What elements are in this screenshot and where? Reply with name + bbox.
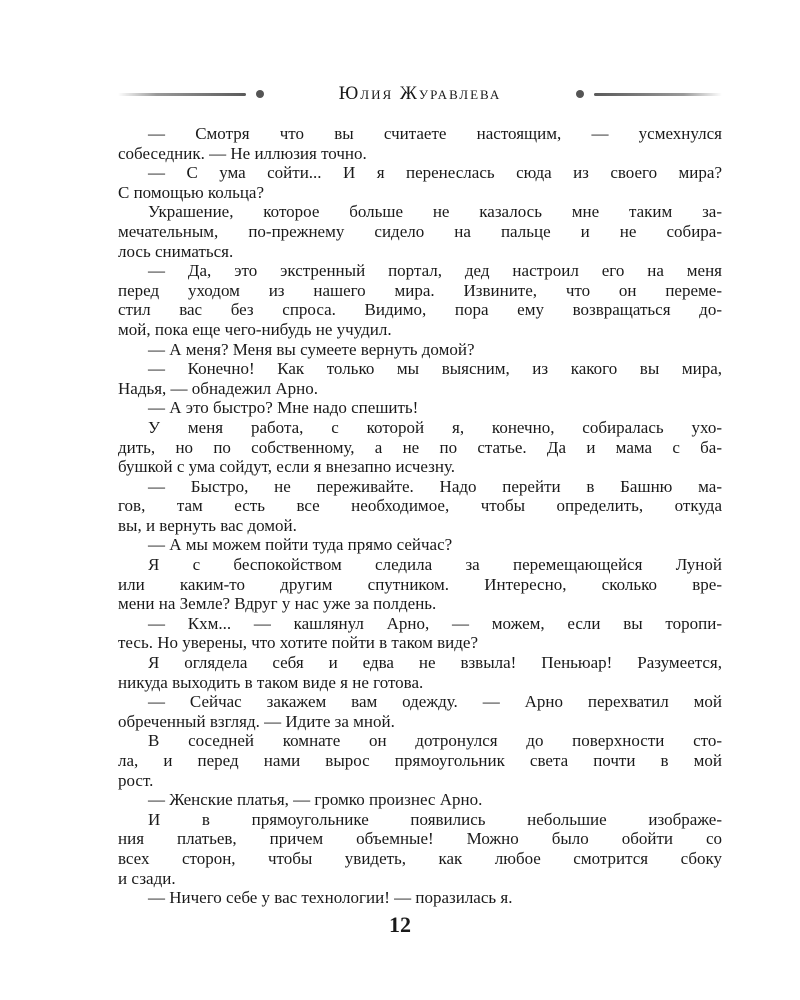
- text-line: Украшение, которое больше не казалось мне таким за-: [148, 202, 722, 222]
- text-line: всех сторон, чтобы увидеть, как любое смотрится сбоку: [118, 848, 722, 868]
- text-line: — А это быстро? Мне надо спешить!: [148, 398, 419, 418]
- text-line: — А мы можем пойти туда прямо сейчас?: [148, 535, 453, 555]
- header-ornament-dot-right: [576, 90, 584, 98]
- text-line: и сзади.: [118, 868, 176, 888]
- running-head: [118, 80, 722, 108]
- running-head-author: Юлия Журавлева: [338, 83, 502, 104]
- text-line: — Кхм... — кашлянул Арно, — можем, если вы торопи-: [148, 613, 722, 633]
- text-line: Надья, — обнадежил Арно.: [118, 378, 318, 398]
- text-line: — Смотря что вы считаете настоящим, — усмехнулся: [148, 124, 722, 143]
- text-line: ния платьев, причем объемные! Можно было обойти со: [118, 829, 722, 849]
- text-line: лось сниматься.: [118, 241, 234, 261]
- text-line: тесь. Но уверены, что хотите пойти в таком виде?: [118, 633, 479, 653]
- text-line: или каким-то другим спутником. Интересно, сколько вре-: [118, 574, 722, 594]
- text-line: мой, пока еще чего-нибудь не учудил.: [118, 319, 392, 339]
- text-line: — А меня? Меня вы сумеете вернуть домой?: [148, 339, 475, 359]
- text-line: — Ничего себе у вас технологии! — поразилась я.: [148, 888, 513, 908]
- text-line: мечательным, по-прежнему сидело на пальце и не собира-: [118, 221, 722, 241]
- text-line: У меня работа, с которой я, конечно, собиралась ухо-: [148, 417, 722, 437]
- text-line: мени на Земле? Вдруг у нас уже за полдень.: [118, 594, 437, 614]
- text-line: стил вас без спроса. Видимо, пора ему возвращаться до-: [118, 300, 722, 320]
- page-number: 12: [389, 912, 411, 937]
- text-line: И в прямоугольнике появились небольшие изображе-: [148, 809, 722, 829]
- text-line: В соседней комнате он дотронулся до поверхности сто-: [148, 731, 722, 751]
- text-line: — Конечно! Как только мы выясним, из какого вы мира,: [148, 359, 722, 379]
- text-line: обреченный взгляд. — Идите за мной.: [118, 711, 395, 731]
- text-line: — Сейчас закажем вам одежду. — Арно перехватил мой: [148, 692, 722, 712]
- text-line: гов, там есть все необходимое, чтобы определить, откуда: [118, 496, 722, 516]
- text-line: — Женские платья, — громко произнес Арно.: [148, 790, 483, 810]
- body-text: [118, 124, 722, 908]
- text-line: перед уходом из нашего мира. Извините, что он переме-: [118, 280, 722, 300]
- text-line: рост.: [118, 770, 154, 790]
- text-line: — С ума сойти... И я перенеслась сюда из своего мира?: [148, 163, 722, 183]
- text-line: дить, но по собственному, а не по статье. Да и мама с ба-: [118, 437, 722, 457]
- header-rule-right: [594, 93, 722, 96]
- text-line: — Быстро, не переживайте. Надо перейти в Башню ма-: [148, 476, 722, 496]
- text-line: Я с беспокойством следила за перемещающейся Луной: [148, 555, 722, 575]
- text-line: ла, и перед нами вырос прямоугольник света почти в мой: [118, 751, 722, 770]
- text-line: вы, и вернуть вас домой.: [118, 515, 297, 535]
- text-line: собеседник. — Не иллюзия точно.: [118, 143, 367, 163]
- text-line: никуда выходить в таком виде я не готова.: [118, 672, 424, 692]
- text-line: — Да, это экстренный портал, дед настроил его на меня: [148, 261, 722, 281]
- text-line: Я оглядела себя и едва не взвыла! Пеньюар! Разумеется,: [148, 653, 722, 673]
- text-line: С помощью кольца?: [118, 182, 265, 202]
- text-line: бушкой с ума сойдут, если я внезапно исчезну.: [118, 457, 456, 477]
